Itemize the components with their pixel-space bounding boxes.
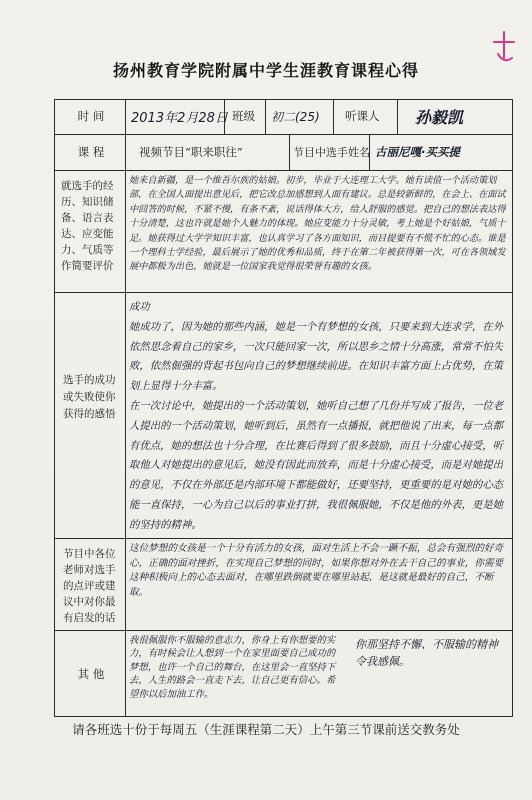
evaluation-text: 她来自新疆，是一个维吾尔族的姑娘。初步，毕业于大连理工大学。她有读值一个活动策划部，在全国人面提出意见后，把它改总加感想到人面有建议。总是较新鲜的，在会上、在面试中回答的时候，不紧不慢，有条不紊，说话得体大方，给人舒服的感觉。把自己的想法表达得十分清楚，这也许就是她个人魅力的体现。她应变能力十分灵敏，考上她是个好姑娘，气质十足。她获得过大学学知识丰富，也认真学习了各方面知识，而目提要有不慌不忙的心态。谁是一个理科士学经验，最后展示了她的优秀和品质，终于在第二年被获得第一次，可在各领域发展中都极为出色，她就是一位国家我觉得很荣誉有趣的女孩。 xyxy=(129,175,506,273)
class-value: 初二(25) xyxy=(271,110,320,124)
contestant-name: 古丽尼嘎·买买提 xyxy=(375,145,460,159)
listener-label: 听课人 xyxy=(345,109,380,123)
teacher-advice-label: 节目中各位老师对选手的点评或建议中对你最有启发的话 xyxy=(63,548,116,624)
page-title: 扬州教育学院附属中学生涯教育课程心得 xyxy=(112,61,419,80)
insight-label: 选手的成功或失败使你获得的感悟 xyxy=(63,374,116,420)
listener-value: 孙毅凯 xyxy=(415,108,464,127)
contestant-label: 节目中选手姓名 xyxy=(293,146,370,159)
other-left-text: 我很佩服你不服输的意志力，你身上有你想要的实力，有时候会让人想到一个在家里面要自己成功的梦想，也许一个自己的舞台，在这里会一直坚持下去，人生的路会一直走下去，让自己更有信心。希望你以后加油工作。 xyxy=(129,635,336,700)
course-value: 视频节目“职来职往” xyxy=(139,145,243,159)
insight-text: 成功 她成功了，因为她的那些内涵，她是一个有梦想的女孩，只要来到大连求学，在外依然思念着自己的家乡，一次只能回家一次，所以思乡之情十分高涨，常常不怕失败，依然倔强的背起书包向自己的梦想继续前进。在知识丰富方面上占优势，在策划上显得十分丰富。 在一次讨论中，她提出的一个活动策划，她听自己想了几份并写成了报告，一位老人提出的一个活动策划，她听到后，虽然有一点播报，就把他说了出来，每一点都有优点，她的想法也十分合理，在比赛后得到了很多鼓励，而且十分虚心接受，听取他人对她提出的意见后，她没有因此而放弃，而是十分虚心接受，而是对她提出的意见，不仅在外部还是内部环境下都能做好，还要坚持，更重要的是对她的心态能一直保持，一心为自己以后的事业打拼，我很佩服她，不仅是他的外表，更是她的坚持的精神。 xyxy=(129,301,504,531)
course-form-table xyxy=(54,99,513,717)
class-label: 班级 xyxy=(232,109,255,123)
course-label: 课 程 xyxy=(77,145,105,159)
other-right-text: 你那坚持不懈、不服输的精神令我感佩。 xyxy=(355,638,498,668)
evaluation-label: 就选手的经历、知识储备、语言表达、应变能力、气质等作简要评价 xyxy=(61,180,114,272)
other-label: 其 他 xyxy=(77,667,105,681)
teacher-advice-text: 这位梦想的女孩是一个十分有活力的女孩，面对生活上不会一蹶不振，总会有强烈的好奇心，正确的面对挫折，在实现自己梦想的同时，如果你想对外在去干自己的事业，你需要这种积极向上的心态去面对，在哪里跌倒就要在哪里站起，是这就是最好的自己，不断取。 xyxy=(129,543,504,598)
time-label: 时 间 xyxy=(77,109,105,123)
time-value: 2013年2月28日 xyxy=(131,111,228,126)
submission-note: 请各班选十份于每周五（生涯课程第二天）上午第三节课前送交教务处 xyxy=(72,722,460,737)
